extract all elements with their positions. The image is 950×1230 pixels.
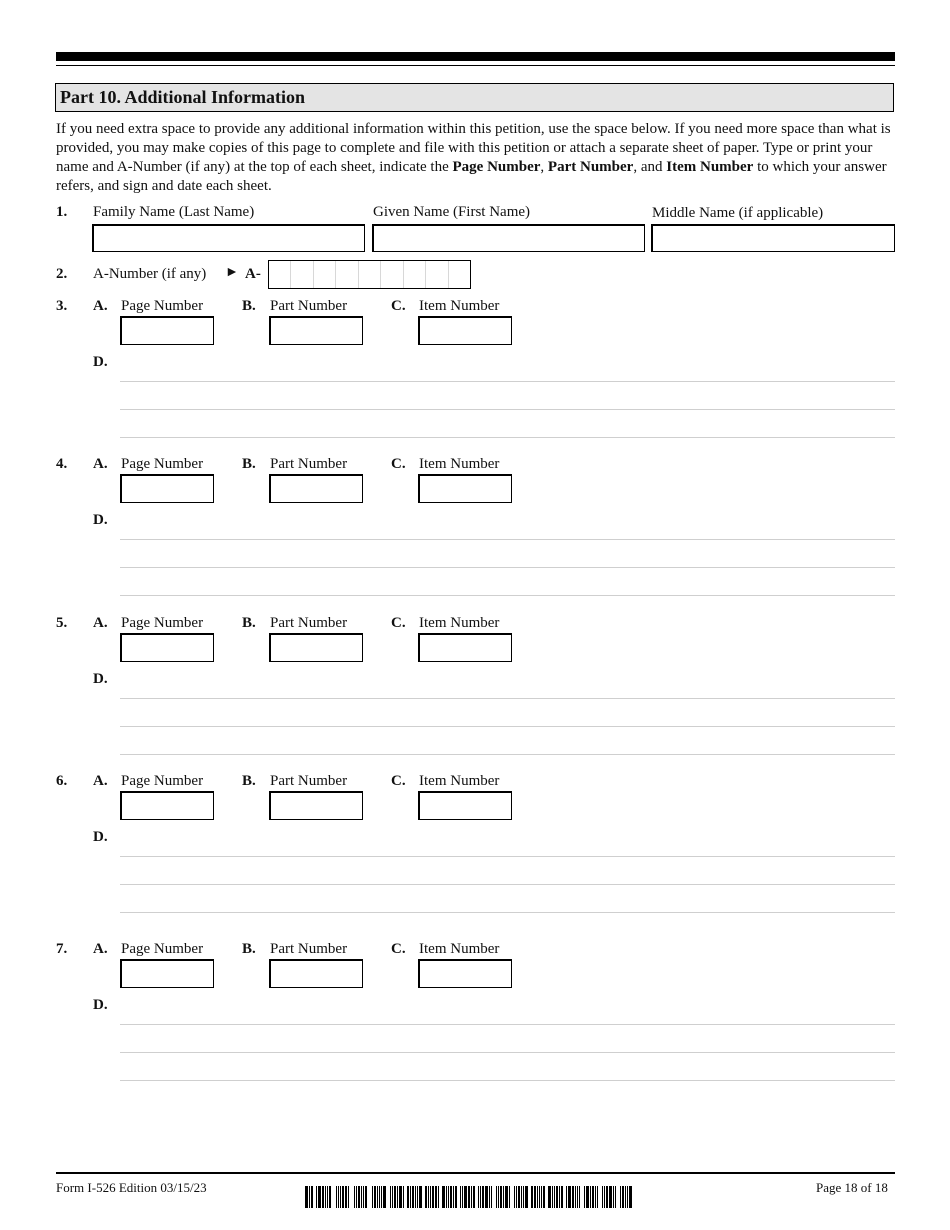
barcode-bar bbox=[361, 1186, 362, 1208]
part-number-label: Part Number bbox=[270, 615, 348, 631]
barcode-bar bbox=[446, 1186, 447, 1208]
barcode-bar bbox=[516, 1186, 517, 1208]
barcode-bar bbox=[329, 1186, 331, 1208]
entry-b-letter: B. bbox=[242, 773, 256, 789]
barcode-bar bbox=[374, 1186, 376, 1208]
barcode-bar bbox=[537, 1186, 538, 1208]
barcode-bar bbox=[338, 1186, 339, 1208]
barcode-bar bbox=[377, 1186, 378, 1208]
barcode-bar bbox=[448, 1186, 449, 1208]
top-thick-rule bbox=[56, 52, 895, 61]
barcode-bar bbox=[350, 1186, 353, 1208]
barcode-bar bbox=[322, 1186, 324, 1208]
barcode-bar bbox=[480, 1186, 481, 1208]
barcode-bar bbox=[493, 1186, 495, 1208]
given-name-field[interactable] bbox=[372, 224, 645, 252]
barcode-bar bbox=[581, 1186, 583, 1208]
barcode-bar bbox=[316, 1186, 317, 1208]
barcode-bar bbox=[455, 1186, 457, 1208]
page-number-field[interactable] bbox=[120, 633, 214, 662]
barcode-bar bbox=[438, 1186, 439, 1208]
a-number-digit bbox=[336, 261, 358, 288]
barcode-bar bbox=[430, 1186, 431, 1208]
barcode-bar bbox=[489, 1186, 490, 1208]
answer-line[interactable] bbox=[120, 437, 895, 438]
barcode-bar bbox=[471, 1186, 472, 1208]
part-number-label: Part Number bbox=[270, 941, 348, 957]
barcode-bar bbox=[358, 1186, 360, 1208]
intro-separator-2: , and bbox=[633, 159, 667, 175]
barcode-bar bbox=[432, 1186, 434, 1208]
entry-b-letter: B. bbox=[242, 298, 256, 314]
barcode-bar bbox=[354, 1186, 355, 1208]
a-number-digit bbox=[269, 261, 291, 288]
barcode-bar bbox=[318, 1186, 321, 1208]
barcode-bar bbox=[496, 1186, 497, 1208]
family-name-label: Family Name (Last Name) bbox=[93, 204, 255, 220]
barcode-bar bbox=[613, 1186, 614, 1208]
part-number-label: Part Number bbox=[270, 298, 348, 314]
entry-a-letter: A. bbox=[93, 298, 108, 314]
barcode-bar bbox=[314, 1186, 315, 1208]
item-number-field[interactable] bbox=[418, 959, 512, 988]
barcode-bar bbox=[590, 1186, 591, 1208]
middle-name-label: Middle Name (if applicable) bbox=[652, 205, 824, 221]
item-2-number: 2. bbox=[56, 266, 68, 282]
barcode-bar bbox=[476, 1186, 477, 1208]
barcode-bar bbox=[541, 1186, 542, 1208]
entry-d-letter: D. bbox=[93, 997, 108, 1013]
page-number-label: Page Number bbox=[121, 615, 204, 631]
barcode-bar bbox=[468, 1186, 470, 1208]
barcode-bar bbox=[342, 1186, 344, 1208]
barcode-bar bbox=[575, 1186, 576, 1208]
barcode-bar bbox=[523, 1186, 524, 1208]
part-title: Part 10. Additional Information bbox=[60, 87, 306, 107]
a-number-label: A-Number (if any) bbox=[93, 266, 207, 282]
page-number-field[interactable] bbox=[120, 474, 214, 503]
a-number-digit bbox=[449, 261, 470, 288]
item-number-label: Item Number bbox=[419, 941, 500, 957]
entry-c-letter: C. bbox=[391, 456, 406, 472]
page-number: Page 18 of 18 bbox=[816, 1180, 888, 1195]
barcode-bar bbox=[345, 1186, 347, 1208]
barcode-bar bbox=[390, 1186, 391, 1208]
answer-line[interactable] bbox=[120, 884, 895, 885]
barcode-bar bbox=[503, 1186, 504, 1208]
page-number-label: Page Number bbox=[121, 941, 204, 957]
barcode-bar bbox=[348, 1186, 349, 1208]
barcode-bar bbox=[423, 1186, 424, 1208]
intro-item-number: Item Number bbox=[666, 159, 754, 175]
barcode-bar bbox=[403, 1186, 404, 1208]
barcode-bar bbox=[554, 1186, 555, 1208]
barcode-bar bbox=[546, 1186, 547, 1208]
entry-c-letter: C. bbox=[391, 773, 406, 789]
entry-b-letter: B. bbox=[242, 456, 256, 472]
barcode-bar bbox=[609, 1186, 612, 1208]
barcode-bar bbox=[521, 1186, 522, 1208]
barcode-bar bbox=[529, 1186, 530, 1208]
barcode-bar bbox=[514, 1186, 515, 1208]
barcode-bar bbox=[525, 1186, 528, 1208]
page-number-field[interactable] bbox=[120, 791, 214, 820]
barcode-bar bbox=[462, 1186, 463, 1208]
barcode-bar bbox=[407, 1186, 409, 1208]
barcode-bar bbox=[356, 1186, 357, 1208]
barcode-bar bbox=[415, 1186, 416, 1208]
intro-page-number: Page Number bbox=[452, 159, 541, 175]
barcode-bar bbox=[572, 1186, 574, 1208]
barcode-bar bbox=[552, 1186, 553, 1208]
top-thin-rule bbox=[56, 65, 895, 66]
item-number-label: Item Number bbox=[419, 456, 500, 472]
barcode-bar bbox=[368, 1186, 371, 1208]
item-number-field[interactable] bbox=[418, 633, 512, 662]
barcode-bar bbox=[539, 1186, 540, 1208]
barcode-bar bbox=[410, 1186, 411, 1208]
entry-number: 4. bbox=[56, 456, 68, 472]
part-number-label: Part Number bbox=[270, 456, 348, 472]
entry-number: 5. bbox=[56, 615, 68, 631]
barcode-bar bbox=[629, 1186, 632, 1208]
answer-line[interactable] bbox=[120, 856, 895, 857]
barcode-bar bbox=[435, 1186, 437, 1208]
barcode-bar bbox=[399, 1186, 402, 1208]
barcode-bar bbox=[381, 1186, 382, 1208]
barcode-bar bbox=[397, 1186, 398, 1208]
item-number-label: Item Number bbox=[419, 298, 500, 314]
part-number-label: Part Number bbox=[270, 773, 348, 789]
middle-name-field[interactable] bbox=[651, 224, 895, 252]
answer-line[interactable] bbox=[120, 567, 895, 568]
page-number-field[interactable] bbox=[120, 959, 214, 988]
barcode-bar bbox=[543, 1186, 545, 1208]
item-1-number: 1. bbox=[56, 204, 68, 220]
barcode-bar bbox=[617, 1186, 619, 1208]
part-number-field[interactable] bbox=[269, 791, 363, 820]
page-number-label: Page Number bbox=[121, 298, 204, 314]
barcode-bar bbox=[579, 1186, 580, 1208]
intro-separator-1: , bbox=[540, 159, 548, 175]
entry-a-letter: A. bbox=[93, 456, 108, 472]
page-number-label: Page Number bbox=[121, 456, 204, 472]
a-number-digit bbox=[381, 261, 403, 288]
given-name-label: Given Name (First Name) bbox=[373, 204, 531, 220]
barcode-bar bbox=[387, 1186, 389, 1208]
answer-line[interactable] bbox=[120, 754, 895, 755]
barcode-bar bbox=[595, 1186, 596, 1208]
barcode-bar bbox=[485, 1186, 488, 1208]
answer-line[interactable] bbox=[120, 726, 895, 727]
entry-d-letter: D. bbox=[93, 829, 108, 845]
entry-b-letter: B. bbox=[242, 941, 256, 957]
answer-line[interactable] bbox=[120, 912, 895, 913]
answer-line[interactable] bbox=[120, 1080, 895, 1081]
entry-c-letter: C. bbox=[391, 941, 406, 957]
barcode-bar bbox=[458, 1186, 459, 1208]
answer-line[interactable] bbox=[120, 539, 895, 540]
intro-part-number: Part Number bbox=[547, 159, 634, 175]
barcode-bar bbox=[531, 1186, 533, 1208]
barcode-bar bbox=[394, 1186, 396, 1208]
barcode-bar bbox=[453, 1186, 454, 1208]
form-edition: Form I-526 Edition 03/15/23 bbox=[56, 1180, 207, 1195]
answer-line[interactable] bbox=[120, 1024, 895, 1025]
barcode-bar bbox=[577, 1186, 578, 1208]
intro-text-1: If you need extra space to provide any additional information within this petition, use the space below. If you need more space than what is provided, you may make copies of this page to complete and file with this petition or attach a separate sheet of paper. Type or print your name and A-Number (if any) at the top of each sheet, indicate the bbox=[56, 121, 891, 175]
a-number-prefix: A- bbox=[245, 266, 261, 282]
barcode-bar bbox=[311, 1186, 313, 1208]
family-name-field[interactable] bbox=[92, 224, 365, 252]
barcode-bar bbox=[534, 1186, 536, 1208]
barcode-image bbox=[305, 1186, 711, 1208]
item-number-label: Item Number bbox=[419, 773, 500, 789]
barcode-bar bbox=[478, 1186, 479, 1208]
item-number-field[interactable] bbox=[418, 474, 512, 503]
barcode-bar bbox=[561, 1186, 563, 1208]
answer-line[interactable] bbox=[120, 698, 895, 699]
item-number-field[interactable] bbox=[418, 316, 512, 345]
barcode-bar bbox=[428, 1186, 429, 1208]
barcode-bar bbox=[622, 1186, 624, 1208]
item-number-field[interactable] bbox=[418, 791, 512, 820]
barcode-bar bbox=[450, 1186, 452, 1208]
barcode-bar bbox=[548, 1186, 551, 1208]
entry-c-letter: C. bbox=[391, 615, 406, 631]
arrow-icon: ► bbox=[225, 265, 239, 280]
entry-a-letter: A. bbox=[93, 615, 108, 631]
part-number-field[interactable] bbox=[269, 633, 363, 662]
entry-number: 6. bbox=[56, 773, 68, 789]
part-number-field[interactable] bbox=[269, 316, 363, 345]
answer-line[interactable] bbox=[120, 1052, 895, 1053]
barcode-bar bbox=[482, 1186, 484, 1208]
page-number-field[interactable] bbox=[120, 316, 214, 345]
a-number-digit bbox=[291, 261, 313, 288]
part-number-field[interactable] bbox=[269, 959, 363, 988]
barcode-bar bbox=[379, 1186, 380, 1208]
item-number-label: Item Number bbox=[419, 615, 500, 631]
answer-line[interactable] bbox=[120, 381, 895, 382]
barcode-bar bbox=[498, 1186, 499, 1208]
barcode-bar bbox=[365, 1186, 367, 1208]
a-number-digit bbox=[404, 261, 426, 288]
entry-number: 3. bbox=[56, 298, 68, 314]
barcode-bar bbox=[419, 1186, 422, 1208]
barcode-bar bbox=[327, 1186, 328, 1208]
a-number-digit bbox=[359, 261, 381, 288]
barcode-bar bbox=[336, 1186, 337, 1208]
barcode-bar bbox=[392, 1186, 393, 1208]
barcode-bar bbox=[372, 1186, 373, 1208]
barcode-bar bbox=[602, 1186, 603, 1208]
barcode-bar bbox=[597, 1186, 598, 1208]
barcode-bar bbox=[491, 1186, 492, 1208]
barcode-bar bbox=[325, 1186, 326, 1208]
barcode-bar bbox=[592, 1186, 594, 1208]
page-number-label: Page Number bbox=[121, 773, 204, 789]
entry-d-letter: D. bbox=[93, 671, 108, 687]
barcode-bar bbox=[505, 1186, 508, 1208]
barcode-bar bbox=[500, 1186, 502, 1208]
barcode-bar bbox=[464, 1186, 467, 1208]
barcode-bar bbox=[566, 1186, 567, 1208]
a-number-field[interactable] bbox=[268, 260, 471, 289]
barcode-bar bbox=[460, 1186, 461, 1208]
barcode-bar bbox=[509, 1186, 510, 1208]
answer-line[interactable] bbox=[120, 595, 895, 596]
barcode-bar bbox=[556, 1186, 558, 1208]
a-number-digit bbox=[314, 261, 336, 288]
entry-c-letter: C. bbox=[391, 298, 406, 314]
part-number-field[interactable] bbox=[269, 474, 363, 503]
barcode-bar bbox=[604, 1186, 605, 1208]
barcode-bar bbox=[425, 1186, 427, 1208]
intro-text-2: to which your answer refers, and sign and date each sheet. bbox=[56, 159, 887, 194]
instructions-paragraph bbox=[56, 120, 896, 196]
entry-d-letter: D. bbox=[93, 354, 108, 370]
barcode-bar bbox=[564, 1186, 565, 1208]
entry-b-letter: B. bbox=[242, 615, 256, 631]
barcode-bar bbox=[586, 1186, 589, 1208]
barcode-bar bbox=[625, 1186, 626, 1208]
barcode-bar bbox=[584, 1186, 585, 1208]
barcode-bar bbox=[332, 1186, 335, 1208]
entry-d-letter: D. bbox=[93, 512, 108, 528]
entry-a-letter: A. bbox=[93, 773, 108, 789]
barcode-bar bbox=[627, 1186, 628, 1208]
barcode-bar bbox=[405, 1186, 406, 1208]
barcode-bar bbox=[340, 1186, 341, 1208]
barcode-bar bbox=[440, 1186, 441, 1208]
barcode-bar bbox=[309, 1186, 310, 1208]
part-10-header bbox=[55, 83, 894, 112]
barcode-bar bbox=[305, 1186, 308, 1208]
a-number-digit bbox=[426, 261, 448, 288]
barcode-bar bbox=[568, 1186, 571, 1208]
barcode-bar bbox=[615, 1186, 616, 1208]
barcode-bar bbox=[412, 1186, 414, 1208]
barcode-bar bbox=[599, 1186, 601, 1208]
barcode-bar bbox=[620, 1186, 621, 1208]
barcode-bar bbox=[511, 1186, 513, 1208]
footer-rule bbox=[56, 1172, 895, 1174]
barcode-bar bbox=[363, 1186, 364, 1208]
entry-a-letter: A. bbox=[93, 941, 108, 957]
barcode-bar bbox=[559, 1186, 560, 1208]
entry-number: 7. bbox=[56, 941, 68, 957]
barcode-bar bbox=[473, 1186, 475, 1208]
barcode-bar bbox=[417, 1186, 418, 1208]
barcode-bar bbox=[518, 1186, 520, 1208]
barcode-bar bbox=[606, 1186, 608, 1208]
answer-line[interactable] bbox=[120, 409, 895, 410]
barcode-bar bbox=[442, 1186, 445, 1208]
barcode-bar bbox=[383, 1186, 386, 1208]
